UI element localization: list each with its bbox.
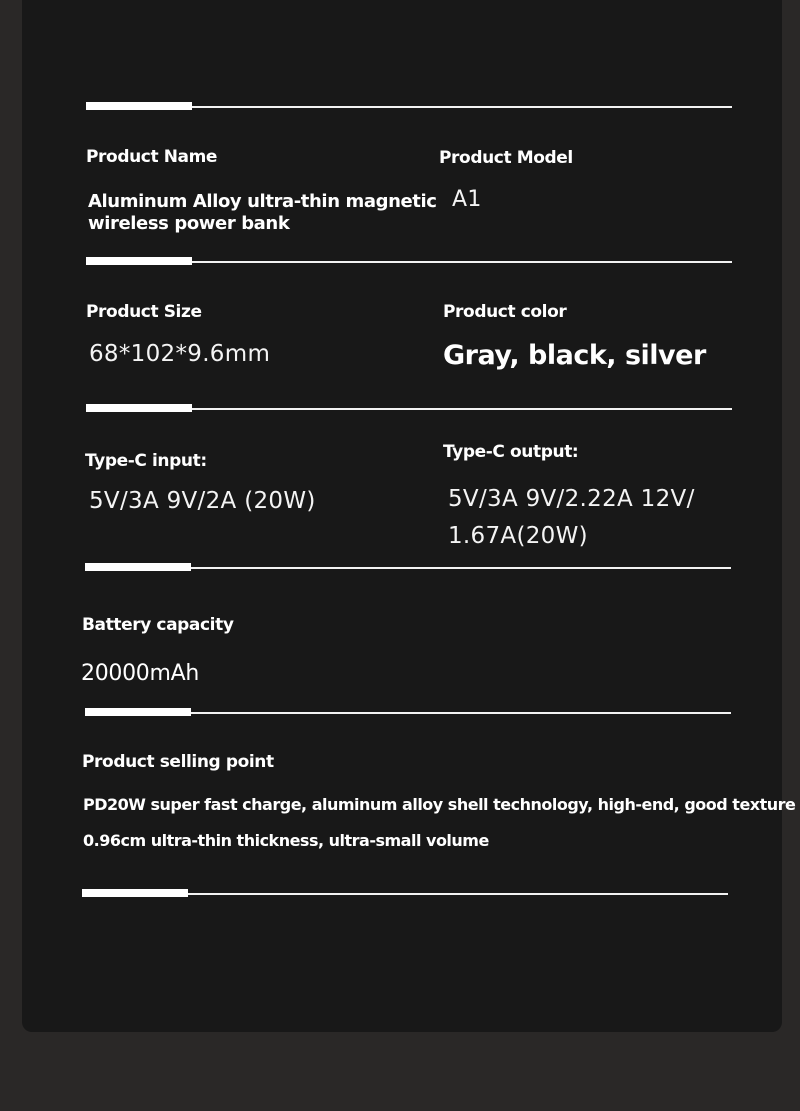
- divider-accent: [86, 404, 192, 412]
- product-color-label: Product color: [443, 302, 567, 322]
- product-name-value-line1: Aluminum Alloy ultra-thin magnetic: [88, 191, 437, 212]
- selling-point-line1: PD20W super fast charge, aluminum alloy shell technology, high-end, good texture: [83, 795, 796, 814]
- product-size-label: Product Size: [86, 302, 202, 322]
- typec-input-value: 5V/3A 9V/2A (20W): [89, 488, 316, 514]
- selling-point-label: Product selling point: [82, 752, 274, 772]
- section-divider: [82, 893, 728, 895]
- product-color-value: Gray, black, silver: [443, 340, 706, 371]
- section-divider: [85, 567, 731, 569]
- typec-output-value-line1: 5V/3A 9V/2.22A 12V/: [448, 486, 695, 512]
- typec-output-value-line2: 1.67A(20W): [448, 523, 588, 549]
- product-name-value-line2: wireless power bank: [88, 213, 290, 234]
- section-divider: [86, 408, 732, 410]
- section-divider: [86, 261, 732, 263]
- divider-accent: [86, 102, 192, 110]
- section-divider: [86, 106, 732, 108]
- product-name-label: Product Name: [86, 147, 218, 167]
- product-model-value: A1: [452, 187, 482, 212]
- divider-accent: [86, 257, 192, 265]
- typec-output-label: Type-C output:: [443, 442, 579, 462]
- divider-accent: [85, 708, 191, 716]
- selling-point-line2: 0.96cm ultra-thin thickness, ultra-small volume: [83, 831, 489, 850]
- product-size-value: 68*102*9.6mm: [89, 341, 271, 367]
- battery-capacity-label: Battery capacity: [82, 615, 234, 635]
- product-name-value: [88, 191, 448, 235]
- product-model-label: Product Model: [439, 148, 573, 168]
- typec-output-value: [448, 481, 695, 555]
- section-divider: [85, 712, 731, 714]
- divider-accent: [85, 563, 191, 571]
- typec-input-label: Type-C input:: [85, 451, 207, 471]
- divider-accent: [82, 889, 188, 897]
- battery-capacity-value: 20000mAh: [81, 661, 200, 686]
